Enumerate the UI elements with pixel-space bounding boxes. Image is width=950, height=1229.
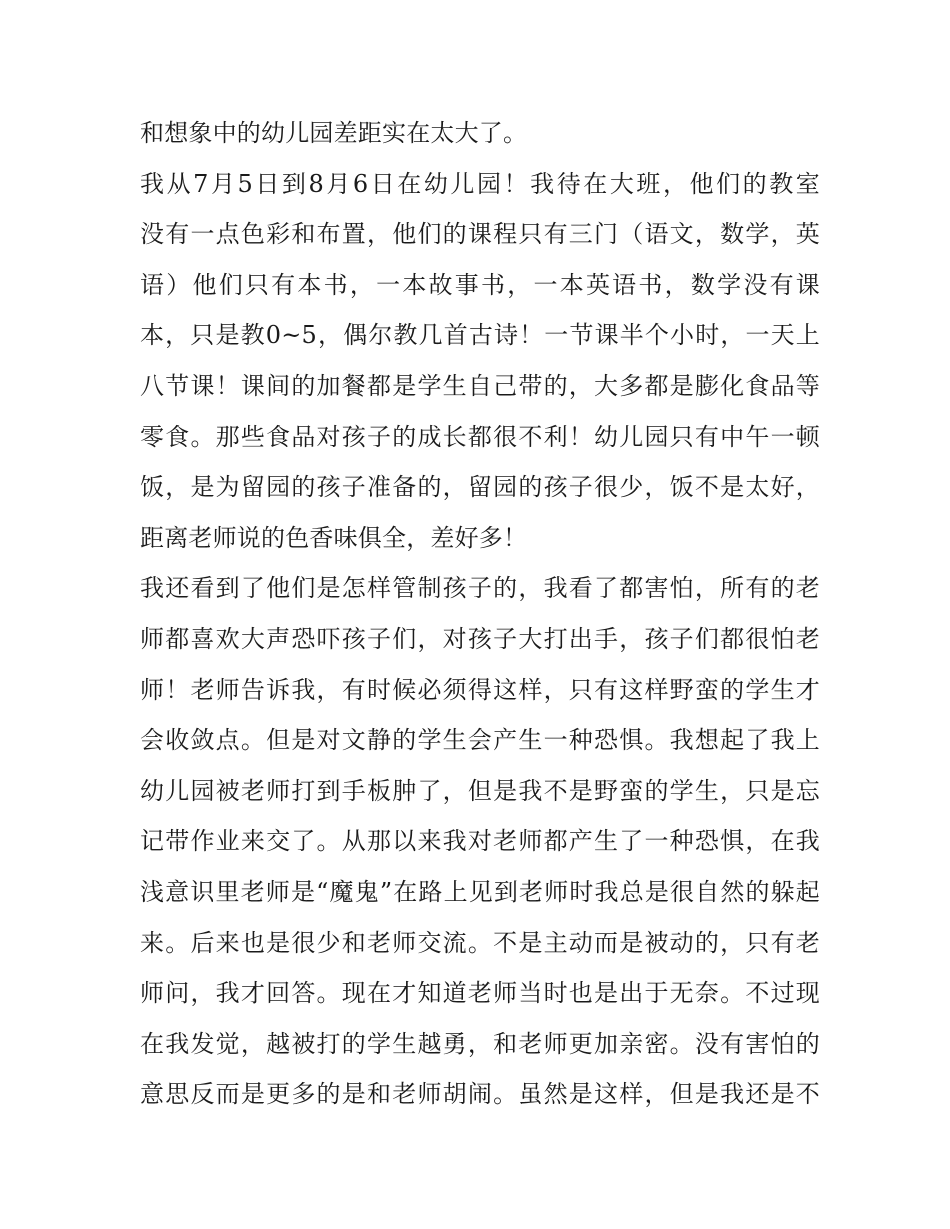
text-line: 浅意识里老师是“魔鬼”在路上见到老师时我总是很自然的躲起: [140, 877, 820, 906]
text-line: 幼儿园被老师打到手板肿了，但是我不是野蛮的学生，只是忘: [140, 776, 820, 805]
text-line: 师！老师告诉我，有时候必须得这样，只有这样野蛮的学生才: [140, 675, 820, 704]
text-line: 八节课！课间的加餐都是学生自己带的，大多都是膨化食品等: [140, 371, 820, 400]
text-line: 来。后来也是很少和老师交流。不是主动而是被动的，只有老: [140, 928, 820, 957]
text-line: 师问，我才回答。现在才知道老师当时也是出于无奈。不过现: [140, 979, 820, 1008]
text-line: 饭，是为留园的孩子准备的，留园的孩子很少，饭不是太好，: [140, 473, 820, 502]
body-text: [140, 108, 820, 1120]
text-line: 和想象中的幼儿园差距实在太大了。: [140, 119, 528, 147]
text-line: 我还看到了他们是怎样管制孩子的，我看了都害怕，所有的老: [140, 574, 820, 603]
text-line: 记带作业来交了。从那以来我对老师都产生了一种恐惧，在我: [140, 827, 820, 856]
text-line: 意思反而是更多的是和老师胡闹。虽然是这样，但是我还是不: [140, 1080, 820, 1109]
text-line: 距离老师说的色香味俱全，差好多！: [140, 523, 528, 552]
text-line: 零食。那些食品对孩子的成长都很不利！幼儿园只有中午一顿: [140, 422, 820, 451]
text-line: 语）他们只有本书，一本故事书，一本英语书，数学没有课: [140, 270, 820, 299]
text-line: 会收敛点。但是对文静的学生会产生一种恐惧。我想起了我上: [140, 726, 820, 755]
text-line: 没有一点色彩和布置，他们的课程只有三门（语文，数学，英: [140, 220, 820, 249]
text-line: 师都喜欢大声恐吓孩子们，对孩子大打出手，孩子们都很怕老: [140, 624, 820, 653]
text-line: 我从7月5日到8月6日在幼儿园！我待在大班，他们的教室: [140, 169, 820, 198]
text-line: 在我发觉，越被打的学生越勇，和老师更加亲密。没有害怕的: [140, 1029, 820, 1058]
text-line: 本，只是教0~5，偶尔教几首古诗！一节课半个小时，一天上: [140, 321, 820, 350]
